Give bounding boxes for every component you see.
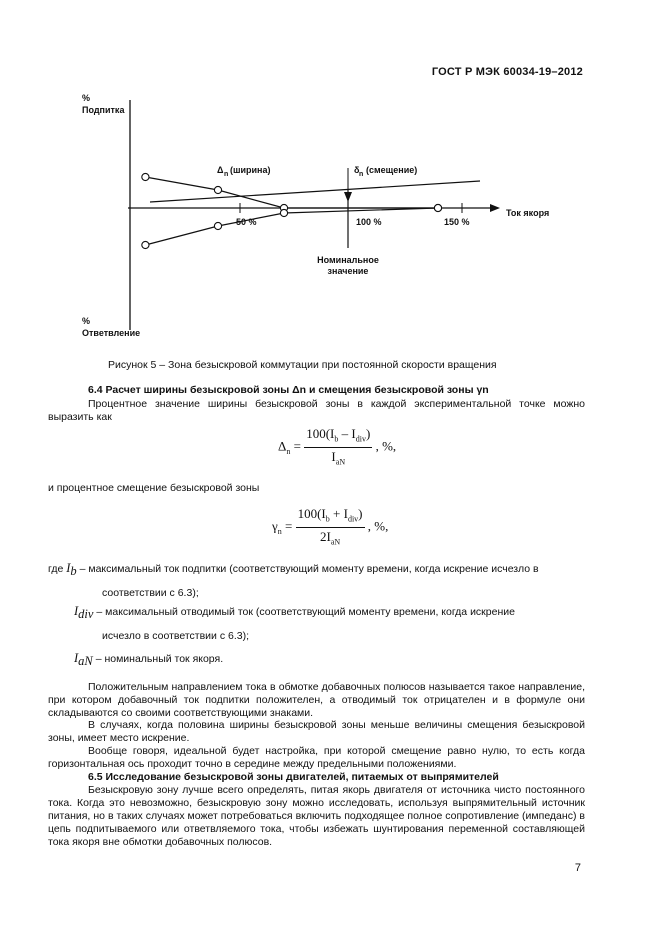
definition-ian: $I_{aN}$ – номинальный ток якоря. [74,651,224,669]
nominal-label-1: Номинальное [317,255,379,265]
data-point-branch-2 [280,209,287,216]
data-point-branch-0 [142,241,149,248]
f1-tail: , %, [375,438,397,454]
f1-lhs: Δ [278,438,287,454]
series-line-branch [145,208,438,245]
delta-sub: n [224,171,229,178]
commutation-zone-figure [60,90,580,345]
paragraph-direction: Положительным направлением тока в обмотке добавочных полюсов называется такое направление, при котором добавочный ток подпитки положителен, а отводимый ток отрицателен и в формуле они складываются со своими соответствующими знаками. [48,681,585,719]
shift-symbol: δ [354,165,360,175]
f2-lhs-sub: n [277,527,282,537]
tick-label-50: 50 % [236,217,257,227]
data-point-branch-1 [214,222,221,229]
formula-width: $\Delta_n$ = $\frac{100(I_b - I_{div})}{I_{aN}}$ , %, [278,426,397,467]
data-point-supply-1 [214,186,221,193]
x-axis-arrow [490,204,500,212]
series-layer [142,173,442,248]
section-6-4-intro: Процентное значение ширины безыскровой зоны в каждой экспериментальной точке можно выразить как [48,398,585,423]
f1-fraction: $\frac{100(I_b - I_{div})}{I_{aN}}$ [306,426,371,467]
data-point-supply-0 [142,173,149,180]
zone-midline [150,181,480,202]
definition-idiv: $I_{div}$ – максимальный отводимый ток (соответствующий моменту времени, когда искрение [74,604,515,622]
shift-sub: n [359,171,364,178]
f2-tail: , %, [367,518,389,534]
shift-text: (смещение) [366,165,418,175]
shift-arrow-head [344,192,352,202]
figure-caption: Рисунок 5 – Зона безыскровой коммутации при постоянной скорости вращения [108,359,497,371]
page-number: 7 [574,862,581,874]
formula-intro: и процентное смещение безыскровой зоны [48,482,260,494]
section-6-5-title: 6.5 Исследование безыскровой зоны двигателей, питаемых от выпрямителей [88,771,499,783]
document-header: ГОСТ Р МЭК 60034-19–2012 [431,66,583,78]
section-6-5-paragraph: Безыскровую зону лучше всего определять, питая якорь двигателя от источника чисто постоянного тока. Когда это невозможно, безыскровую зону можно исследовать, используя выпрямительный источник питания, но в таких случаях может потребоваться включить подходящее полное сопротивление (импеданс) в цепь подпитываемого или ответвляемого тока, чтобы избежать шунтирования переменной составляющей тока якоря вне обмотки добавочных полюсов. [48,784,585,848]
definition-idiv-cont: исчезло в соответствии с 6.3); [102,630,249,642]
y-bottom-label: Ответвление [82,328,141,338]
f2-lhs: γ [272,518,278,534]
tick-label-150: 150 % [444,217,470,227]
paragraph-ideal: Вообще говоря, идеальной будет настройка, при которой смещение равно нулю, то есть когда горизонтальная ось проходит точно в середине между предельными положениями. [48,745,585,770]
nominal-label-2: значение [327,266,369,276]
f2-fraction: $\frac{100(I_b + I_{div})}{2I_{aN}}$ [297,506,363,547]
delta-symbol: Δ [217,165,224,175]
section-6-4-title: 6.4 Расчет ширины безыскровой зоны Δn и смещения безыскровой зоны γn [88,384,489,396]
y-bottom-unit: % [82,316,91,326]
x-axis-label: Ток якоря [506,208,550,218]
definition-ib-cont: соответствии с 6.3); [102,587,199,599]
data-point-branch-3 [434,204,441,211]
y-top-label: Подпитка [82,105,125,115]
delta-text: (ширина) [230,165,271,175]
formula-shift: $\gamma_n$ = $\frac{100(I_b + I_{div})}{2I_{aN}}$ , %, [272,506,389,547]
paragraph-sparking: В случаях, когда половина ширины безыскровой зоны меньше величины смещения безыскровой зоны, имеет место искрение. [48,719,585,744]
f1-lhs-sub: n [286,447,291,457]
definition-ib: где $I_b$ – максимальный ток подпитки (соответствующий моменту времени, когда искрение исчезло в [48,561,539,579]
tick-label-100: 100 % [356,217,382,227]
y-top-unit: % [82,93,91,103]
